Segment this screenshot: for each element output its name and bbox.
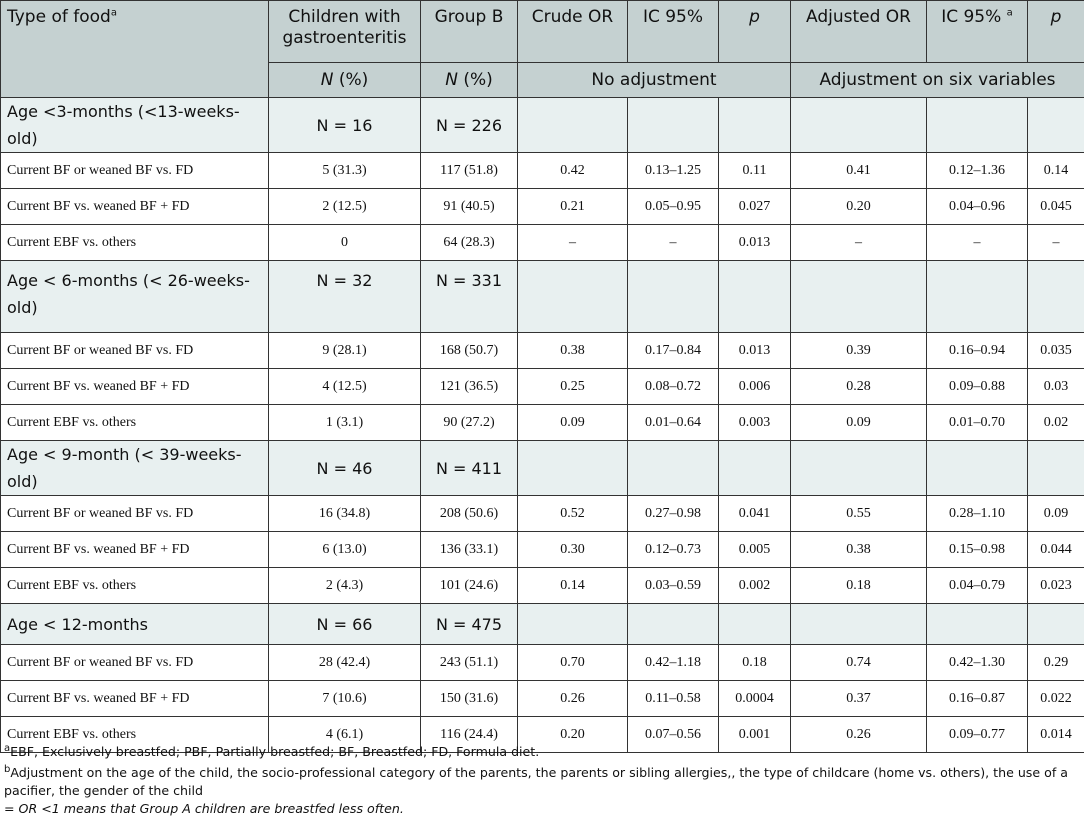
cell-p-adj: 0.044 — [1028, 532, 1084, 568]
section-row — [1, 604, 1084, 645]
cell-adj-or: 0.26 — [791, 717, 927, 753]
cell-p: 0.006 — [719, 369, 791, 405]
cell-cases: 1 (3.1) — [269, 405, 421, 441]
cell-adj-or: 0.74 — [791, 645, 927, 681]
table-row — [1, 189, 1084, 225]
cell-crude-or: 0.42 — [518, 153, 628, 189]
col-header-type-of-food: Type of food$^a$ — [1, 1, 269, 98]
cell-group-b: 101 (24.6) — [421, 568, 518, 604]
table-row — [1, 153, 1084, 189]
cell-p-adj: – — [1028, 225, 1084, 261]
cell-group-b: 208 (50.6) — [421, 496, 518, 532]
cell-ic95: 0.27–0.98 — [628, 496, 719, 532]
section-n-group-b: N = 475 — [421, 604, 518, 645]
section-label: Age < 6-months (< 26-weeks-old) — [1, 261, 269, 333]
cell-ic95-adj: 0.28–1.10 — [927, 496, 1028, 532]
cell-p: 0.013 — [719, 225, 791, 261]
section-n-cases: N = 46 — [269, 441, 421, 496]
cell-p-adj: 0.035 — [1028, 333, 1084, 369]
table-row — [1, 532, 1084, 568]
col-header-p-adjusted: p — [1028, 1, 1084, 63]
cell-crude-or: 0.20 — [518, 717, 628, 753]
row-label: Current BF vs. weaned BF + FD — [1, 681, 269, 717]
cell-cases: 2 (4.3) — [269, 568, 421, 604]
col-header-children: Children with gastroenteritis — [269, 1, 421, 63]
section-n-cases: N = 32 — [269, 261, 421, 333]
cell-crude-or: 0.25 — [518, 369, 628, 405]
cell-cases: 9 (28.1) — [269, 333, 421, 369]
cell-ic95-adj: 0.12–1.36 — [927, 153, 1028, 189]
cell-p-adj: 0.03 — [1028, 369, 1084, 405]
table-row — [1, 568, 1084, 604]
row-label: Current EBF vs. others — [1, 405, 269, 441]
subheader-no-adjustment: No adjustment — [518, 63, 791, 98]
cell-crude-or: 0.21 — [518, 189, 628, 225]
cell-group-b: 91 (40.5) — [421, 189, 518, 225]
section-label: Age < 9-month (< 39-weeks-old) — [1, 441, 269, 496]
row-label: Current BF vs. weaned BF + FD — [1, 369, 269, 405]
cell-p: 0.003 — [719, 405, 791, 441]
row-label: Current BF or weaned BF vs. FD — [1, 153, 269, 189]
table-row — [1, 225, 1084, 261]
cell-cases: 5 (31.3) — [269, 153, 421, 189]
cell-group-b: 150 (31.6) — [421, 681, 518, 717]
table-row — [1, 681, 1084, 717]
row-label: Current BF or weaned BF vs. FD — [1, 645, 269, 681]
cell-crude-or: – — [518, 225, 628, 261]
section-row — [1, 261, 1084, 333]
header-row-1 — [1, 1, 1084, 63]
cell-ic95: 0.17–0.84 — [628, 333, 719, 369]
col-header-adjusted-or: Adjusted OR — [791, 1, 927, 63]
col-header-crude-or: Crude OR — [518, 1, 628, 63]
cell-crude-or: 0.26 — [518, 681, 628, 717]
cell-ic95-adj: 0.16–0.87 — [927, 681, 1028, 717]
footnote-note: = OR <1 means that Group A children are breastfed less often. — [4, 801, 404, 817]
cell-ic95-adj: 0.16–0.94 — [927, 333, 1028, 369]
cell-ic95-adj: 0.15–0.98 — [927, 532, 1028, 568]
cell-p: 0.041 — [719, 496, 791, 532]
row-label: Current EBF vs. others — [1, 568, 269, 604]
cell-ic95: 0.05–0.95 — [628, 189, 719, 225]
cell-ic95-adj: 0.42–1.30 — [927, 645, 1028, 681]
cell-group-b: 136 (33.1) — [421, 532, 518, 568]
cell-adj-or: – — [791, 225, 927, 261]
cell-ic95: 0.07–0.56 — [628, 717, 719, 753]
cell-cases: 16 (34.8) — [269, 496, 421, 532]
col-header-ic95: IC 95% — [628, 1, 719, 63]
cell-adj-or: 0.09 — [791, 405, 927, 441]
row-label: Current BF vs. weaned BF + FD — [1, 532, 269, 568]
row-label: Current BF vs. weaned BF + FD — [1, 189, 269, 225]
cell-ic95-adj: 0.04–0.96 — [927, 189, 1028, 225]
cell-adj-or: 0.20 — [791, 189, 927, 225]
col-header-p: p — [719, 1, 791, 63]
row-label: Current EBF vs. others — [1, 225, 269, 261]
section-n-cases: N = 16 — [269, 98, 421, 153]
cell-p-adj: 0.022 — [1028, 681, 1084, 717]
cell-group-b: 243 (51.1) — [421, 645, 518, 681]
cell-adj-or: 0.28 — [791, 369, 927, 405]
section-n-group-b: N = 226 — [421, 98, 518, 153]
cell-adj-or: 0.37 — [791, 681, 927, 717]
col-header-ic95-adjusted: IC 95% $^a$ — [927, 1, 1028, 63]
subheader-adjustment-six: Adjustment on six variables — [791, 63, 1084, 98]
cell-p: 0.18 — [719, 645, 791, 681]
cell-p: 0.005 — [719, 532, 791, 568]
section-row — [1, 98, 1084, 153]
cell-cases: 2 (12.5) — [269, 189, 421, 225]
cell-crude-or: 0.38 — [518, 333, 628, 369]
table-row — [1, 645, 1084, 681]
cell-ic95: 0.12–0.73 — [628, 532, 719, 568]
row-label: Current BF or weaned BF vs. FD — [1, 496, 269, 532]
cell-cases: 0 — [269, 225, 421, 261]
cell-p: 0.027 — [719, 189, 791, 225]
section-label: Age <3-months (<13-weeks-old) — [1, 98, 269, 153]
cell-ic95-adj: 0.09–0.77 — [927, 717, 1028, 753]
cell-p-adj: 0.29 — [1028, 645, 1084, 681]
cell-ic95: 0.42–1.18 — [628, 645, 719, 681]
row-label: Current BF or weaned BF vs. FD — [1, 333, 269, 369]
cell-ic95: 0.11–0.58 — [628, 681, 719, 717]
cell-cases: 6 (13.0) — [269, 532, 421, 568]
cell-adj-or: 0.18 — [791, 568, 927, 604]
cell-p: 0.11 — [719, 153, 791, 189]
cell-group-b: 121 (36.5) — [421, 369, 518, 405]
cell-adj-or: 0.55 — [791, 496, 927, 532]
cell-ic95: 0.08–0.72 — [628, 369, 719, 405]
cell-p-adj: 0.14 — [1028, 153, 1084, 189]
cell-group-b: 64 (28.3) — [421, 225, 518, 261]
cell-ic95: 0.13–1.25 — [628, 153, 719, 189]
cell-ic95-adj: 0.04–0.79 — [927, 568, 1028, 604]
table-row — [1, 405, 1084, 441]
cell-p: 0.001 — [719, 717, 791, 753]
cell-cases: 4 (12.5) — [269, 369, 421, 405]
cell-p: 0.013 — [719, 333, 791, 369]
cell-p: 0.0004 — [719, 681, 791, 717]
cell-crude-or: 0.14 — [518, 568, 628, 604]
cell-cases: 4 (6.1) — [269, 717, 421, 753]
cell-group-b: 117 (51.8) — [421, 153, 518, 189]
cell-ic95: – — [628, 225, 719, 261]
section-n-group-b: N = 411 — [421, 441, 518, 496]
cell-adj-or: 0.41 — [791, 153, 927, 189]
col-header-group-b: Group B — [421, 1, 518, 63]
cell-group-b: 168 (50.7) — [421, 333, 518, 369]
cell-p-adj: 0.045 — [1028, 189, 1084, 225]
cell-p-adj: 0.014 — [1028, 717, 1084, 753]
section-n-group-b: N = 331 — [421, 261, 518, 333]
cell-p-adj: 0.09 — [1028, 496, 1084, 532]
row-label: Current EBF vs. others — [1, 717, 269, 753]
table-row — [1, 369, 1084, 405]
table-footnotes — [4, 740, 1084, 818]
cell-cases: 28 (42.4) — [269, 645, 421, 681]
table-row — [1, 333, 1084, 369]
cell-crude-or: 0.09 — [518, 405, 628, 441]
footnote-b: $^b$Adjustment on the age of the child, the socio-professional category of the parents, the parents or sibling allergies,, the type of childcare (home vs. others), the use of a pacifier, the gender of the child — [4, 764, 1068, 799]
cell-p-adj: 0.02 — [1028, 405, 1084, 441]
cell-group-b: 90 (27.2) — [421, 405, 518, 441]
cell-p-adj: 0.023 — [1028, 568, 1084, 604]
cell-ic95-adj: 0.09–0.88 — [927, 369, 1028, 405]
cell-ic95-adj: – — [927, 225, 1028, 261]
cell-cases: 7 (10.6) — [269, 681, 421, 717]
section-n-cases: N = 66 — [269, 604, 421, 645]
cell-adj-or: 0.39 — [791, 333, 927, 369]
cell-crude-or: 0.70 — [518, 645, 628, 681]
cell-ic95: 0.03–0.59 — [628, 568, 719, 604]
cell-ic95: 0.01–0.64 — [628, 405, 719, 441]
section-label: Age < 12-months — [1, 604, 269, 645]
cell-crude-or: 0.52 — [518, 496, 628, 532]
table-row — [1, 496, 1084, 532]
section-row — [1, 441, 1084, 496]
subheader-n-group-b: N (%) — [421, 63, 518, 98]
cell-group-b: 116 (24.4) — [421, 717, 518, 753]
cell-ic95-adj: 0.01–0.70 — [927, 405, 1028, 441]
subheader-n-cases: N (%) — [269, 63, 421, 98]
cell-crude-or: 0.30 — [518, 532, 628, 568]
cell-adj-or: 0.38 — [791, 532, 927, 568]
footnote-a: $^a$EBF, Exclusively breastfed; PBF, Partially breastfed; BF, Breastfed; FD, Formula diet. — [4, 743, 540, 760]
cell-p: 0.002 — [719, 568, 791, 604]
